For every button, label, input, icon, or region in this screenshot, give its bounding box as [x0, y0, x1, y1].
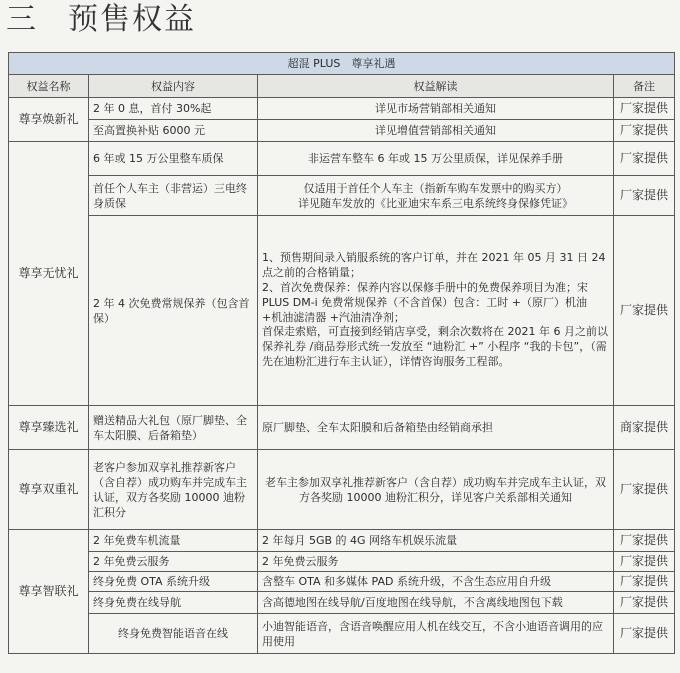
detail-cell: 含整车 OTA 和多媒体 PAD 系统升级，不含生态应用自升级 — [258, 572, 614, 592]
content-cell: 6 年或 15 万公里整车质保 — [89, 142, 258, 176]
header-note: 备注 — [614, 75, 675, 98]
detail-cell: 2 年每月 5GB 的 4G 网络车机娱乐流量 — [258, 530, 614, 552]
detail-cell: 1、预售期间录入销服系统的客户订单，并在 2021 年 05 月 31 日 24 点之前的合格销量； 2、首次免费保养：保养内容以保修手册中的免费保养项目为准；宋 PLUS DM-i 免费常规保养（不含首保）包含：工时 +（原厂）机油 +机油滤清器 +汽油清净剂； 首保走索赔，可直接到经销店享受，剩余次数将在 2021 年 6 月之前以保养礼券 /商品券形式统一发放至 “迪粉汇 +” 小程序 “我的卡包”，（需先在迪粉汇进行车主认证），详情咨询服务工程部。 — [258, 216, 614, 406]
note-cell: 厂家提供 — [614, 98, 675, 120]
content-cell: 终身免费 OTA 系统升级 — [89, 572, 258, 592]
note-cell: 厂家提供 — [614, 614, 675, 654]
category-cell: 尊享无忧礼 — [9, 142, 89, 406]
category-cell: 尊享双重礼 — [9, 450, 89, 530]
header-name: 权益名称 — [9, 75, 89, 98]
note-cell: 厂家提供 — [614, 120, 675, 142]
content-cell: 2 年 0 息，首付 30%起 — [89, 98, 258, 120]
content-cell: 终身免费在线导航 — [89, 592, 258, 614]
content-cell: 2 年免费车机流量 — [89, 530, 258, 552]
table-banner: 超混 PLUS 尊享礼遇 — [9, 53, 675, 75]
detail-cell: 老车主参加双享礼推荐新客户（含自荐）成功购车并完成车主认证，双方各奖励 10000 迪粉汇积分，详见客户关系部相关通知 — [258, 450, 614, 530]
category-cell: 尊享焕新礼 — [9, 98, 89, 142]
table-row — [9, 120, 675, 142]
note-cell: 厂家提供 — [614, 592, 675, 614]
detail-cell: 原厂脚垫、全车太阳膜和后备箱垫由经销商承担 — [258, 406, 614, 450]
category-cell: 尊享臻选礼 — [9, 406, 89, 450]
header-content: 权益内容 — [89, 75, 258, 98]
note-cell: 厂家提供 — [614, 142, 675, 176]
header-detail: 权益解读 — [258, 75, 614, 98]
note-cell: 厂家提供 — [614, 176, 675, 216]
detail-cell: 小迪智能语音，含语音唤醒应用人机在线交互，不含小迪语音调用的应用使用 — [258, 614, 614, 654]
content-cell: 2 年免费云服务 — [89, 552, 258, 572]
table-banner-row — [9, 53, 675, 75]
note-cell: 厂家提供 — [614, 530, 675, 552]
content-cell: 终身免费智能语音在线 — [89, 614, 258, 654]
table-row — [9, 552, 675, 572]
table-row — [9, 572, 675, 592]
table-row — [9, 592, 675, 614]
detail-cell: 详见市场营销部相关通知 — [258, 98, 614, 120]
note-cell: 厂家提供 — [614, 572, 675, 592]
table-row — [9, 98, 675, 120]
content-cell: 赠送精品大礼包（原厂脚垫、全车太阳膜、后备箱垫） — [89, 406, 258, 450]
section-heading: 预售权益 — [68, 2, 196, 37]
table-row — [9, 142, 675, 176]
table-row — [9, 614, 675, 654]
note-cell: 厂家提供 — [614, 552, 675, 572]
content-cell: 老客户参加双享礼推荐新客户（含自荐）成功购车并完成车主认证，双方各奖励 10000 迪粉汇积分 — [89, 450, 258, 530]
detail-cell: 含高德地图在线导航/百度地图在线导航，不含离线地图包下载 — [258, 592, 614, 614]
section-title — [6, 0, 196, 44]
benefits-table — [8, 52, 675, 654]
note-cell: 厂家提供 — [614, 216, 675, 406]
note-cell: 厂家提供 — [614, 450, 675, 530]
table-row — [9, 450, 675, 530]
table-row — [9, 406, 675, 450]
table-row — [9, 216, 675, 406]
table-header-row — [9, 75, 675, 98]
detail-cell: 详见增值营销部相关通知 — [258, 120, 614, 142]
table-row — [9, 530, 675, 552]
detail-cell: 非运营车整车 6 年或 15 万公里质保，详见保养手册 — [258, 142, 614, 176]
table-row — [9, 176, 675, 216]
detail-cell: 2 年免费云服务 — [258, 552, 614, 572]
content-cell: 至高置换补贴 6000 元 — [89, 120, 258, 142]
note-cell: 商家提供 — [614, 406, 675, 450]
content-cell: 首任个人车主（非营运）三电终身质保 — [89, 176, 258, 216]
detail-cell: 仅适用于首任个人车主（指新车购车发票中的购买方） 详见随车发放的《比亚迪宋车系三电系统终身保修凭证》 — [258, 176, 614, 216]
section-number: 三 — [6, 2, 38, 37]
content-cell: 2 年 4 次免费常规保养（包含首保） — [89, 216, 258, 406]
category-cell: 尊享智联礼 — [9, 530, 89, 654]
